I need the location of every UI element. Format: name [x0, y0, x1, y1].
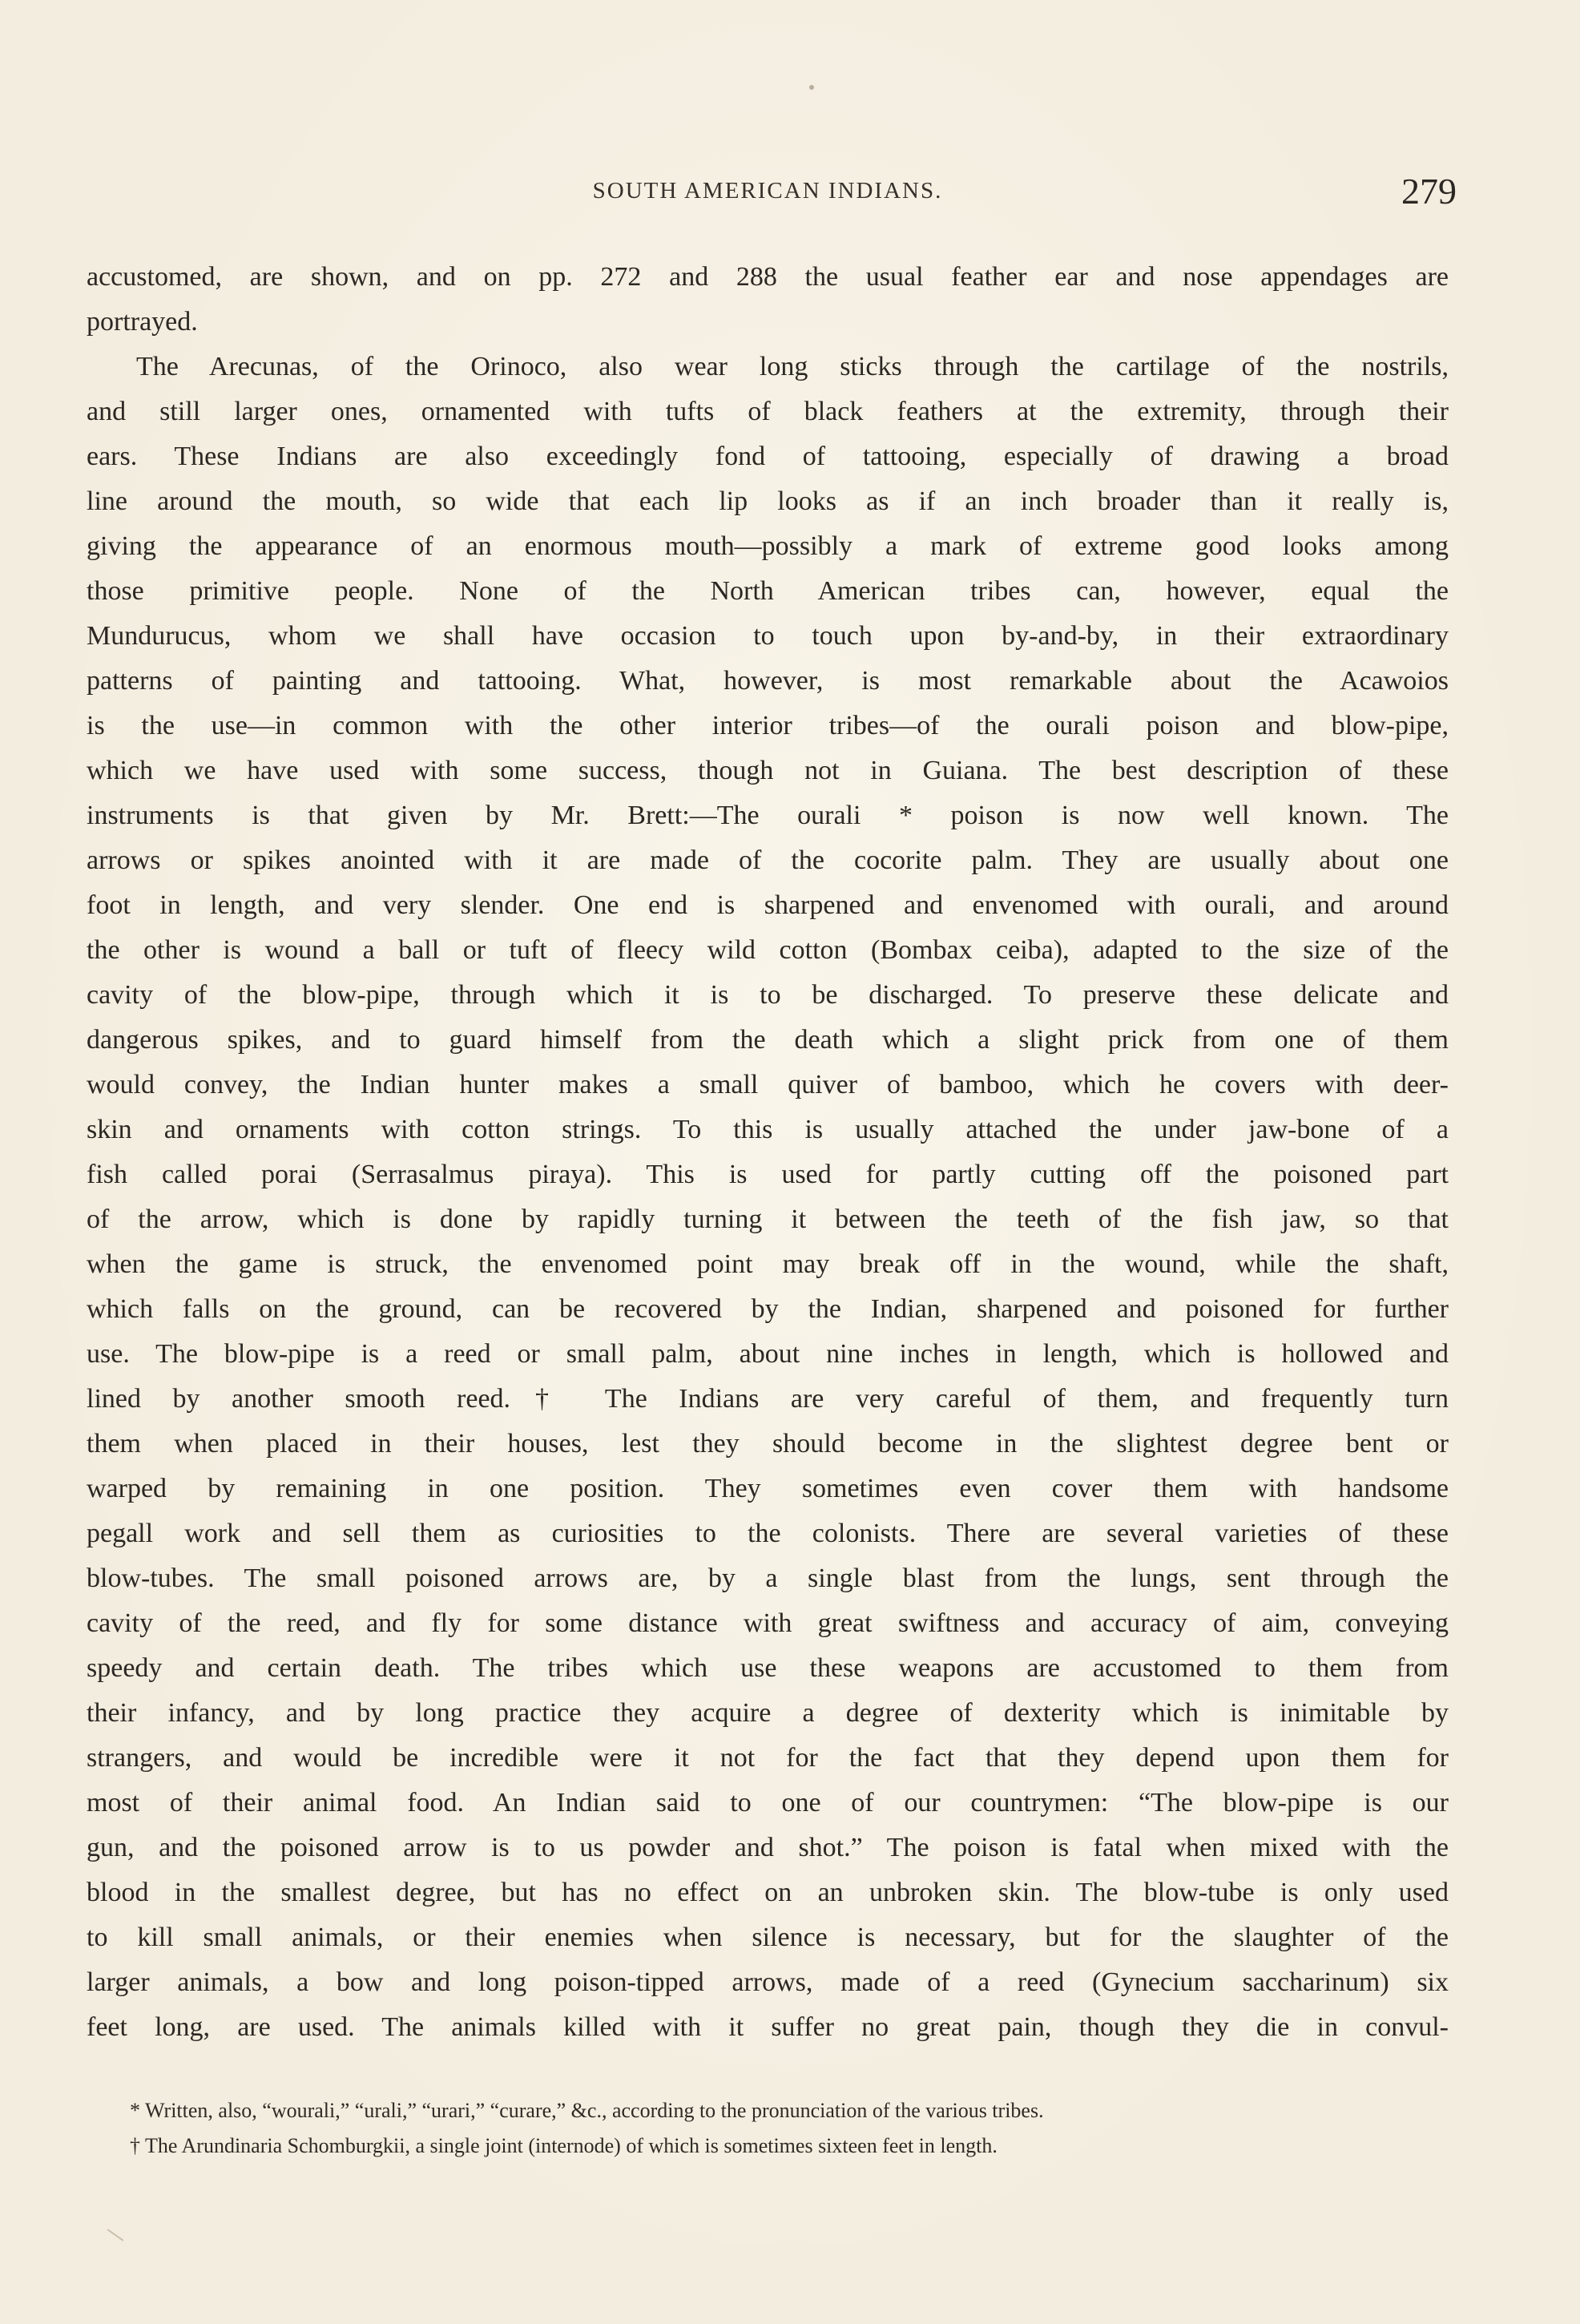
- page-number: 279: [1401, 171, 1457, 212]
- text-line: those primitive people. None of the North American tribes can, however, equal the: [87, 576, 1449, 606]
- text-line: and still larger ones, ornamented with tufts of black feathers at the extremity, through their: [87, 397, 1449, 426]
- text-line: most of their animal food. An Indian said to one of our countrymen: “The blow-pipe is our: [87, 1788, 1449, 1818]
- text-line: speedy and certain death. The tribes which use these weapons are accustomed to them from: [87, 1653, 1449, 1683]
- text-line: dangerous spikes, and to guard himself from the death which a slight prick from one of them: [87, 1025, 1449, 1055]
- text-line: feet long, are used. The animals killed with it suffer no great pain, though they die in convul-: [87, 2012, 1449, 2042]
- text-line: use. The blow-pipe is a reed or small palm, about nine inches in length, which is hollowed and: [87, 1339, 1449, 1369]
- footnotes: [87, 2093, 1449, 2164]
- text-line: instruments is that given by Mr. Brett:—The ourali * poison is now well known. The: [87, 801, 1449, 830]
- text-line: cavity of the blow-pipe, through which it is to be discharged. To preserve these delicate and: [87, 980, 1449, 1010]
- text-line: strangers, and would be incredible were it not for the fact that they depend upon them for: [87, 1743, 1449, 1773]
- text-line: them when placed in their houses, lest they should become in the slightest degree bent or: [87, 1429, 1449, 1459]
- text-line: gun, and the poisoned arrow is to us powder and shot.” The poison is fatal when mixed with the: [87, 1833, 1449, 1862]
- text-line: the other is wound a ball or tuft of fleecy wild cotton (Bombax ceiba), adapted to the size of the: [87, 935, 1449, 965]
- text-line: which we have used with some success, though not in Guiana. The best description of these: [87, 756, 1449, 785]
- text-line: portrayed.: [87, 307, 198, 337]
- text-line: lined by another smooth reed.† The Indians are very careful of them, and frequently turn: [87, 1384, 1449, 1414]
- text-line: The Arecunas, of the Orinoco, also wear long sticks through the cartilage of the nostrils,: [136, 352, 1449, 381]
- text-line: would convey, the Indian hunter makes a small quiver of bamboo, which he covers with deer-: [87, 1070, 1449, 1099]
- text-line: giving the appearance of an enormous mouth—possibly a mark of extreme good looks among: [87, 531, 1449, 561]
- body-text: [87, 255, 1449, 2050]
- text-line: to kill small animals, or their enemies when silence is necessary, but for the slaughter of the: [87, 1923, 1449, 1952]
- text-line: which falls on the ground, can be recovered by the Indian, sharpened and poisoned for further: [87, 1294, 1449, 1324]
- footnote-asterisk: * Written, also, “wourali,” “urali,” “urari,” “curare,” &c., according to the pronunciation of the various tribes.: [130, 2099, 1044, 2122]
- footnote-dagger: † The Arundinaria Schomburgkii, a single joint (internode) of which is sometimes sixteen feet in length.: [130, 2134, 998, 2157]
- text-line: line around the mouth, so wide that each lip looks as if an inch broader than it really is,: [87, 486, 1449, 516]
- text-line: patterns of painting and tattooing. What, however, is most remarkable about the Acawoios: [87, 666, 1449, 696]
- text-line: cavity of the reed, and fly for some distance with great swiftness and accuracy of aim, conveying: [87, 1608, 1449, 1638]
- text-line: ears. These Indians are also exceedingly fond of tattooing, especially of drawing a broad: [87, 442, 1449, 471]
- paper-speck: [809, 85, 814, 90]
- text-line: foot in length, and very slender. One end is sharpened and envenomed with ourali, and around: [87, 890, 1449, 920]
- page-header: [87, 170, 1457, 218]
- text-line: accustomed, are shown, and on pp. 272 and 288 the usual feather ear and nose appendages are: [87, 262, 1449, 292]
- text-line: blood in the smallest degree, but has no effect on an unbroken skin. The blow-tube is only used: [87, 1878, 1449, 1907]
- text-line: fish called porai (Serrasalmus piraya). This is used for partly cutting off the poisoned part: [87, 1160, 1449, 1189]
- text-line: Mundurucus, whom we shall have occasion to touch upon by-and-by, in their extraordinary: [87, 621, 1449, 651]
- text-line: blow-tubes. The small poisoned arrows are, by a single blast from the lungs, sent through the: [87, 1563, 1449, 1593]
- text-line: is the use—in common with the other interior tribes—of the ourali poison and blow-pipe,: [87, 711, 1449, 740]
- text-line: warped by remaining in one position. They sometimes even cover them with handsome: [87, 1474, 1449, 1503]
- text-line: their infancy, and by long practice they acquire a degree of dexterity which is inimitable by: [87, 1698, 1449, 1728]
- text-line: of the arrow, which is done by rapidly turning it between the teeth of the fish jaw, so that: [87, 1204, 1449, 1234]
- text-line: larger animals, a bow and long poison-tipped arrows, made of a reed (Gynecium saccharinum) six: [87, 1967, 1449, 1997]
- text-line: skin and ornaments with cotton strings. To this is usually attached the under jaw-bone of a: [87, 1115, 1449, 1144]
- text-line: arrows or spikes anointed with it are made of the cocorite palm. They are usually about one: [87, 845, 1449, 875]
- paper-mark: [107, 2229, 124, 2241]
- text-line: pegall work and sell them as curiosities to the colonists. There are several varieties of these: [87, 1519, 1449, 1548]
- text-line: when the game is struck, the envenomed point may break off in the wound, while the shaft,: [87, 1249, 1449, 1279]
- running-title: SOUTH AMERICAN INDIANS.: [592, 178, 943, 204]
